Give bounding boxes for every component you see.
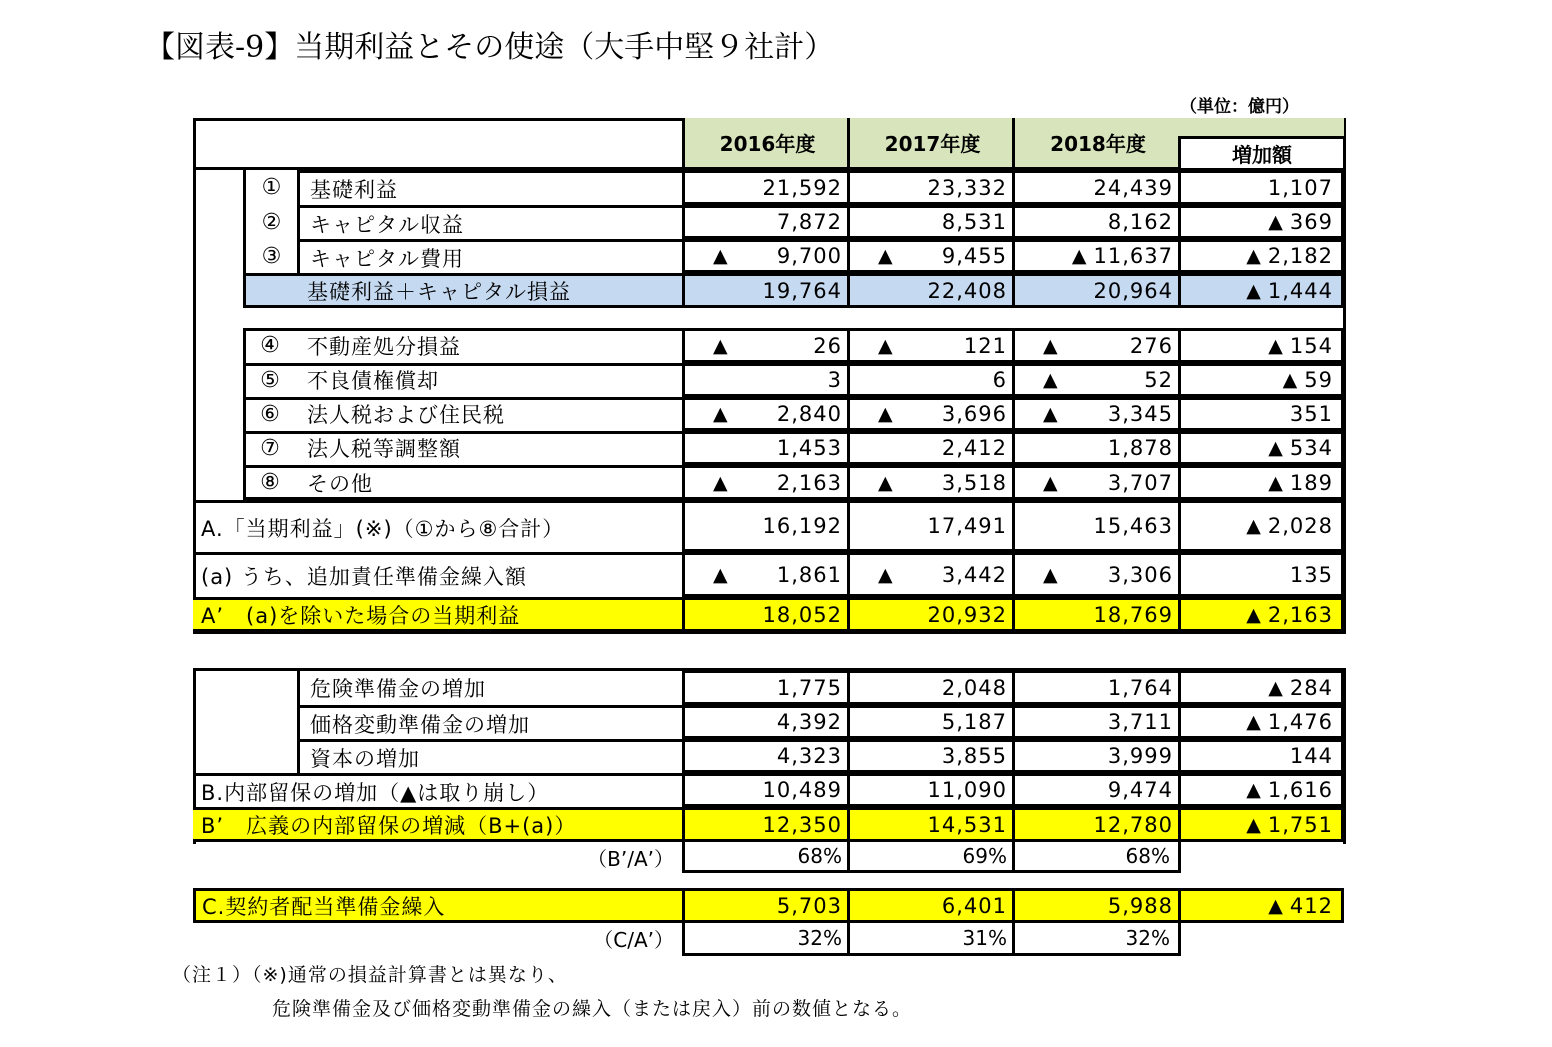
page-title: 【図表-9】当期利益とその使途（大手中堅９社計）: [145, 30, 835, 65]
value-cell: [1012, 597, 1181, 632]
value-cell: [847, 773, 1015, 807]
value-cell: [1012, 363, 1181, 397]
value-cell: [847, 363, 1015, 397]
value-text: 1,878: [1107, 436, 1173, 460]
value-cell: [847, 552, 1015, 597]
value-cell: [1012, 739, 1181, 773]
value-text: 1,444: [1267, 278, 1333, 303]
value-cell: [847, 888, 1015, 923]
value-text: 20,932: [927, 602, 1007, 627]
value-text: 8,162: [1107, 210, 1173, 234]
negative-triangle-icon: ▲: [878, 245, 894, 267]
ratio-value: 68%: [682, 842, 850, 873]
value-cell: [847, 397, 1015, 431]
value-cell: [1178, 739, 1344, 773]
value-cell: [682, 170, 850, 205]
value-cell: [1178, 500, 1344, 552]
value-cell: [1012, 773, 1181, 807]
value-cell: [847, 170, 1015, 205]
value-cell: [847, 273, 1015, 308]
negative-triangle-icon: ▲: [713, 245, 729, 267]
footnote: 危険準備金及び価格変動準備金の繰入（または戻入）前の数値となる。: [272, 997, 913, 1020]
value-text: 154: [1289, 333, 1333, 358]
value-cell: [682, 500, 850, 552]
value-cell: [1012, 670, 1181, 705]
row-label: 不動産処分損益: [307, 334, 461, 359]
negative-triangle-icon: ▲: [1246, 603, 1262, 626]
value-text: 7,872: [776, 210, 842, 234]
row-label: (a) うち、追加責任準備金繰入額: [193, 552, 682, 597]
value-text: 3,306: [1107, 562, 1173, 587]
value-text: 19,764: [762, 278, 842, 303]
value-cell: [1012, 170, 1181, 205]
value-cell: [1012, 552, 1181, 597]
value-cell: [682, 773, 850, 807]
value-cell: [1178, 363, 1344, 397]
negative-triangle-icon: ▲: [713, 471, 729, 494]
ratio-value: 68%: [1012, 842, 1181, 873]
row-number: ⑧: [260, 470, 280, 495]
value-text: 4,323: [776, 744, 842, 768]
value-cell: [847, 705, 1015, 739]
value-cell: [1012, 431, 1181, 465]
value-text: 26: [813, 333, 842, 358]
value-cell: [1012, 465, 1181, 500]
row-number: ⑤: [260, 367, 280, 393]
value-cell: [682, 273, 850, 308]
value-text: 3,707: [1107, 470, 1173, 495]
row-label: キャピタル費用: [297, 239, 682, 273]
value-cell: [682, 807, 850, 842]
value-text: 15,463: [1093, 514, 1173, 538]
value-text: 3,711: [1107, 710, 1173, 734]
value-text: 2,163: [1267, 602, 1333, 627]
value-text: 4,392: [776, 710, 842, 734]
value-text: 14,531: [927, 812, 1007, 837]
value-cell: [682, 239, 850, 273]
value-cell: [682, 552, 850, 597]
value-text: 3,518: [941, 470, 1007, 495]
negative-triangle-icon: ▲: [1268, 676, 1284, 699]
footnote: （注１）（※)通常の損益計算書とは異なり、: [172, 963, 568, 986]
value-text: 144: [1289, 744, 1333, 768]
negative-triangle-icon: ▲: [1043, 403, 1059, 425]
negative-triangle-icon: ▲: [1043, 563, 1059, 586]
negative-triangle-icon: ▲: [1246, 279, 1262, 302]
negative-triangle-icon: ▲: [1246, 245, 1262, 267]
value-text: 3,345: [1107, 402, 1173, 426]
ratio-label: （C/A’）: [593, 928, 674, 952]
value-text: 17,491: [927, 514, 1007, 538]
value-text: 351: [1289, 402, 1333, 426]
value-text: 2,028: [1267, 514, 1333, 538]
value-text: 21,592: [762, 175, 842, 200]
negative-triangle-icon: ▲: [713, 334, 729, 357]
row-label: C.契約者配当準備金繰入: [193, 888, 682, 923]
value-text: 2,163: [776, 470, 842, 495]
value-cell: [682, 328, 850, 363]
value-cell: [1012, 328, 1181, 363]
row-label: B’ 広義の内部留保の増減（B+(a)）: [193, 807, 682, 842]
value-text: 22,408: [927, 278, 1007, 303]
value-cell: [1178, 597, 1344, 632]
column-header-increase: 増加額: [1178, 136, 1346, 171]
value-text: 52: [1144, 368, 1173, 392]
value-cell: [847, 465, 1015, 500]
value-text: 189: [1289, 470, 1333, 495]
value-cell: [1178, 205, 1344, 239]
value-text: 3,999: [1107, 744, 1173, 768]
negative-triangle-icon: ▲: [1268, 894, 1284, 917]
value-text: 12,350: [762, 812, 842, 837]
ratio-value: 32%: [1012, 922, 1181, 956]
value-cell: [1178, 431, 1344, 465]
value-cell: [847, 239, 1015, 273]
row-label: 危険準備金の増加: [297, 670, 682, 705]
negative-triangle-icon: ▲: [713, 563, 729, 586]
value-text: 9,455: [941, 244, 1007, 268]
row-label: 法人税および住民税: [307, 403, 505, 427]
row-label: 不良債権償却: [307, 369, 439, 393]
unit-label: （単位：億円）: [1180, 97, 1299, 117]
value-text: 9,700: [776, 244, 842, 268]
negative-triangle-icon: ▲: [1268, 211, 1284, 233]
negative-triangle-icon: ▲: [1246, 711, 1262, 733]
value-cell: [1178, 552, 1344, 597]
value-cell: [1012, 397, 1181, 431]
value-text: 1,751: [1267, 812, 1333, 837]
value-text: 23,332: [927, 175, 1007, 200]
value-text: 276: [1129, 333, 1173, 358]
value-text: 1,764: [1107, 675, 1173, 700]
value-cell: [847, 670, 1015, 705]
value-cell: [847, 500, 1015, 552]
value-text: 6: [992, 368, 1007, 392]
negative-triangle-icon: ▲: [1282, 369, 1299, 391]
value-cell: [682, 670, 850, 705]
value-cell: [1178, 239, 1344, 273]
negative-triangle-icon: ▲: [878, 403, 894, 425]
value-text: 10,489: [762, 778, 842, 802]
value-cell: [847, 597, 1015, 632]
negative-triangle-icon: ▲: [1071, 245, 1088, 267]
value-text: 2,182: [1267, 244, 1333, 268]
value-cell: [1178, 705, 1344, 739]
row-label: その他: [307, 471, 373, 496]
value-cell: [682, 597, 850, 632]
row-label: 基礎利益: [297, 170, 682, 205]
value-cell: [682, 465, 850, 500]
value-text: 121: [963, 333, 1007, 358]
header-blank: [193, 118, 682, 170]
value-text: 2,048: [941, 675, 1007, 700]
value-text: 12,780: [1093, 812, 1173, 837]
value-text: 1,107: [1267, 175, 1333, 200]
value-text: 284: [1289, 675, 1333, 700]
value-cell: [1178, 273, 1344, 308]
value-cell: [1012, 500, 1181, 552]
value-cell: [1012, 205, 1181, 239]
value-cell: [847, 205, 1015, 239]
ratio-label: （B’/A’）: [587, 846, 674, 871]
negative-triangle-icon: ▲: [1268, 437, 1284, 459]
value-text: 6,401: [941, 893, 1007, 918]
value-cell: [847, 431, 1015, 465]
value-cell: [682, 705, 850, 739]
value-cell: [1178, 465, 1344, 500]
negative-triangle-icon: ▲: [1043, 334, 1059, 357]
value-text: 369: [1289, 210, 1333, 234]
value-text: 16,192: [762, 514, 842, 538]
value-text: 135: [1289, 562, 1333, 587]
negative-triangle-icon: ▲: [878, 563, 894, 586]
row-label: B.内部留保の増加（▲は取り崩し）: [193, 773, 682, 807]
value-cell: [682, 739, 850, 773]
value-text: 1,453: [776, 436, 842, 460]
ratio-value: 31%: [847, 922, 1015, 956]
row-label: 価格変動準備金の増加: [297, 705, 682, 739]
value-text: 59: [1304, 368, 1333, 392]
value-text: 1,775: [776, 675, 842, 700]
value-cell: [1012, 807, 1181, 842]
value-cell: [1178, 397, 1344, 431]
value-cell: [682, 363, 850, 397]
negative-triangle-icon: ▲: [1246, 515, 1262, 537]
ratio-value: 69%: [847, 842, 1015, 873]
value-text: 8,531: [941, 210, 1007, 234]
negative-triangle-icon: ▲: [713, 403, 729, 425]
row-number: ③: [243, 239, 297, 273]
value-cell: [847, 807, 1015, 842]
value-text: 18,769: [1093, 602, 1173, 627]
row-label: キャピタル収益: [297, 205, 682, 239]
value-cell: [682, 205, 850, 239]
value-text: 3: [827, 368, 842, 392]
value-text: 5,187: [941, 710, 1007, 734]
row-label: A.「当期利益」(※)（①から⑧合計）: [193, 500, 682, 552]
negative-triangle-icon: ▲: [878, 471, 894, 494]
value-text: 5,703: [776, 893, 842, 918]
value-text: 534: [1289, 436, 1333, 460]
value-text: 412: [1289, 893, 1333, 918]
value-text: 3,696: [941, 402, 1007, 426]
column-header: 2018年度: [1012, 118, 1181, 170]
value-text: 11,637: [1093, 244, 1173, 268]
value-text: 3,442: [941, 562, 1007, 587]
value-cell: [1178, 807, 1344, 842]
negative-triangle-icon: ▲: [1268, 471, 1284, 494]
value-cell: [1012, 239, 1181, 273]
negative-triangle-icon: ▲: [1246, 813, 1262, 836]
negative-triangle-icon: ▲: [1043, 471, 1059, 494]
value-text: 24,439: [1093, 175, 1173, 200]
value-text: 11,090: [927, 778, 1007, 802]
value-text: 9,474: [1107, 778, 1173, 802]
column-header: 2016年度: [682, 118, 850, 170]
negative-triangle-icon: ▲: [878, 334, 894, 357]
negative-triangle-icon: ▲: [1268, 334, 1284, 357]
value-cell: [682, 888, 850, 923]
row-label: 資本の増加: [297, 739, 682, 773]
value-text: 2,840: [776, 402, 842, 426]
value-cell: [1178, 670, 1344, 705]
negative-triangle-icon: ▲: [1043, 369, 1059, 391]
value-text: 3,855: [941, 744, 1007, 768]
value-text: 1,861: [776, 562, 842, 587]
value-text: 5,988: [1107, 893, 1173, 918]
value-cell: [682, 397, 850, 431]
value-cell: [1178, 888, 1344, 923]
header-bg: [1178, 118, 1344, 136]
value-text: 1,476: [1267, 710, 1333, 734]
row-label: A’ (a)を除いた場合の当期利益: [193, 597, 682, 632]
row-number: ⑦: [260, 435, 280, 461]
value-cell: [1012, 705, 1181, 739]
value-cell: [847, 328, 1015, 363]
row-number: ①: [243, 170, 297, 205]
value-cell: [1012, 888, 1181, 923]
row-label: 法人税等調整額: [307, 437, 461, 461]
value-text: 18,052: [762, 602, 842, 627]
value-text: 1,616: [1267, 778, 1333, 802]
value-cell: [1178, 170, 1344, 205]
column-header: 2017年度: [847, 118, 1015, 170]
ratio-value: 32%: [682, 922, 850, 956]
value-cell: [682, 431, 850, 465]
negative-triangle-icon: ▲: [1246, 779, 1262, 801]
row-label: 基礎利益＋キャピタル損益: [297, 273, 682, 308]
value-text: 2,412: [941, 436, 1007, 460]
value-cell: [1178, 328, 1344, 363]
row-number: ⑥: [260, 401, 280, 427]
row-number: ④: [260, 333, 280, 358]
row-number: ②: [243, 205, 297, 239]
value-cell: [847, 739, 1015, 773]
value-text: 20,964: [1093, 278, 1173, 303]
value-cell: [1012, 273, 1181, 308]
value-cell: [1178, 773, 1344, 807]
